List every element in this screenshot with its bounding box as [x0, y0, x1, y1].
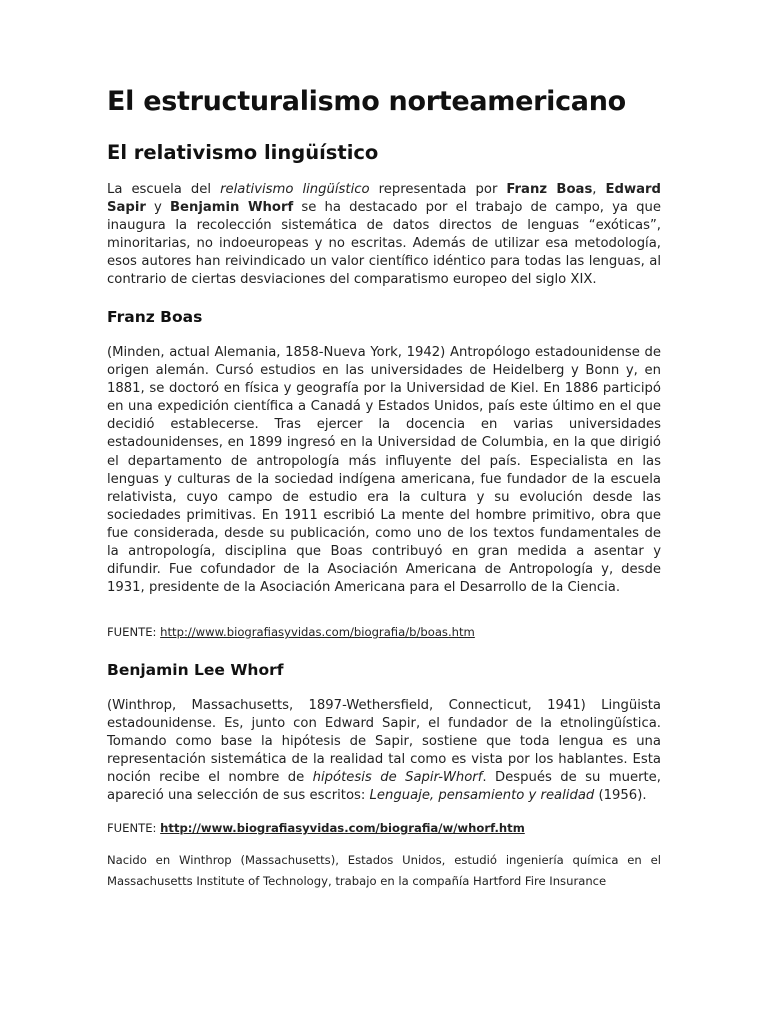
intro-emphasis: relativismo lingüístico [220, 182, 370, 197]
whorf-book-title: Lenguaje, pensamiento y realidad [369, 788, 595, 804]
whorf-text: (1956). [594, 788, 647, 804]
whorf-paragraph [107, 697, 661, 806]
whorf-text: . Después de su muerte, apareció una selección de sus escritos: [107, 770, 661, 804]
boas-paragraph: (Minden, actual Alemania, 1858-Nueva York, 1942) Antropólogo estadounidense de origen alemán. Cursó estudios en las universidades de Heidelberg y Bonn y, en 1881, se doctoró en física y geografía por la Universidad de Kiel. En 1886 participó en una expedición científica a Canadá y Estados Unidos, país este último en el que decidió establecerse. Tras ejercer la docencia en varias universidades estadounidenses, en 1899 ingresó en la Universidad de Columbia, en la que dirigió el departamento de antropología más influyente del país. Especialista en las lenguas y culturas de la sociedad indígena americana, fue fundador de la escuela relativista, cuyo campo de estudio era la cultura y su evolución desde las sociedades primitivas. En 1911 escribió La mente del hombre primitivo, obra que fue considerada, desde su publicación, como uno de los textos fundamentales de la antropología, disciplina que Boas contribuyó en gran medida a asentar y difundir. Fue cofundador de la Asociación Americana de Antropología y, desde 1931, presidente de la Asociación Americana para el Desarrollo de la Ciencia. [107, 345, 661, 596]
boas-heading: Franz Boas [107, 308, 203, 326]
intro-paragraph [107, 181, 661, 290]
name-franz-boas: Franz Boas [506, 182, 593, 197]
intro-text: representada por [369, 182, 507, 197]
intro-text: se ha destacado por el trabajo de campo, ya que inaugura la recolección sistemática de datos directos de lenguas “exóticas”, minoritarias, no indoeuropeas y no escritas. Además de utilizar esa metodología, esos autores han reivindicado un valor científico idéntico para todas las lenguas, al contrario de ciertas desviaciones del comparatismo europeo del siglo XIX. [107, 200, 661, 288]
name-benjamin-whorf: Benjamin Whorf [169, 200, 294, 216]
boas-source [107, 625, 475, 639]
intro-text: y [145, 200, 170, 216]
section-heading: El relativismo lingüístico [107, 141, 379, 164]
intro-text: La escuela del [107, 182, 221, 197]
whorf-extra-paragraph: Nacido en Winthrop (Massachusetts), Estados Unidos, estudió ingeniería química en el Massachusetts Institute of Technology, trabajo en la compañía Hartford Fire Insurance [107, 853, 661, 888]
name-edward-sapir: Edward Sapir [107, 182, 661, 216]
whorf-text: (Winthrop, Massachusetts, 1897-Wethersfield, Connecticut, 1941) Lingüista estadounidense. Es, junto con Edward Sapir, el fundador de la etnolingüística. Tomando como base la hipótesis de Sapir, sostiene que toda lengua es una representación sistemática de la realidad tal como es vista por los hablantes. Esta noción recibe el nombre de [107, 698, 661, 786]
source-label: FUENTE: [107, 821, 161, 835]
page-title: El estructuralismo norteamericano [107, 86, 626, 117]
intro-text: , [592, 182, 606, 197]
whorf-source-link[interactable]: http://www.biografiasyvidas.com/biografia/w/whorf.htm [160, 821, 525, 835]
whorf-source [107, 821, 525, 835]
boas-source-link[interactable]: http://www.biografiasyvidas.com/biografia/b/boas.htm [160, 625, 475, 639]
whorf-heading: Benjamin Lee Whorf [107, 661, 284, 679]
source-label: FUENTE: [107, 625, 161, 639]
whorf-emphasis: hipótesis de Sapir-Whorf [312, 770, 483, 786]
